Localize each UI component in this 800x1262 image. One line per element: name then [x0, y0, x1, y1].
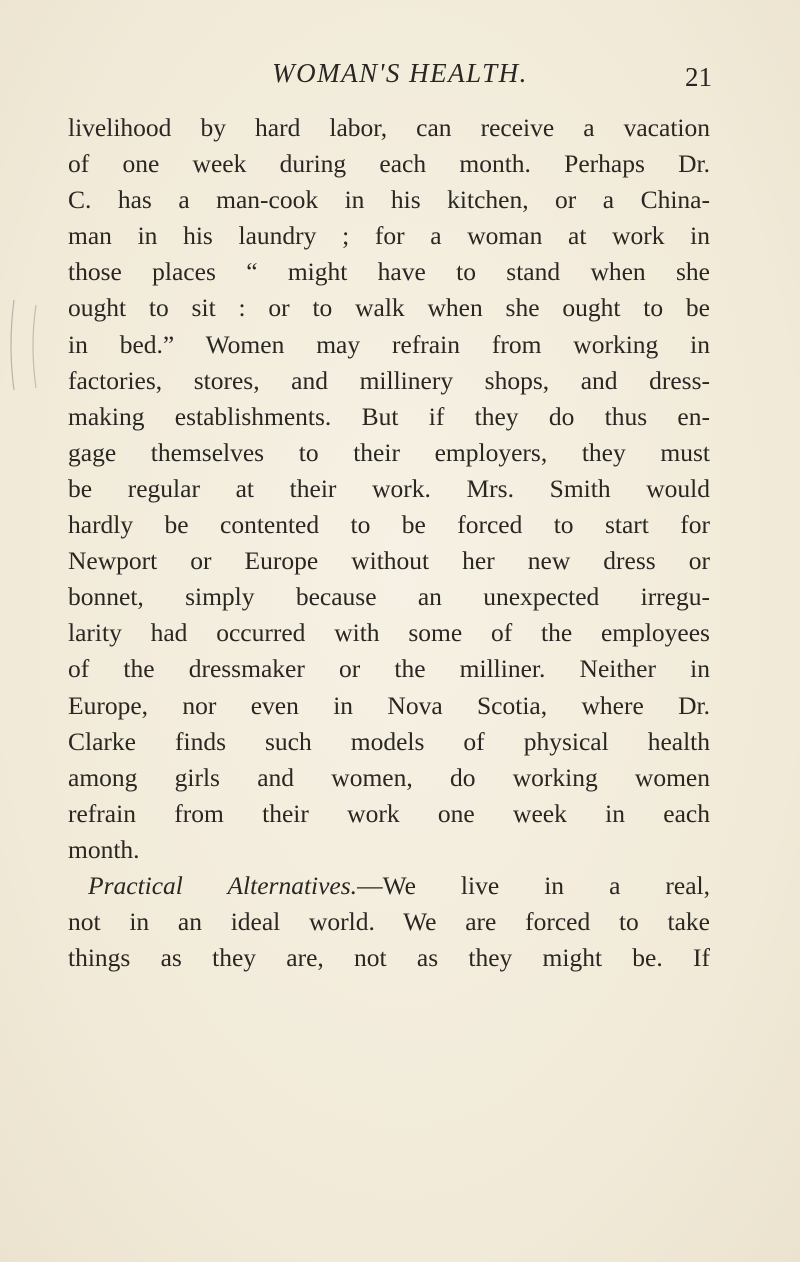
- text-line: things as they are, not as they might be. If: [68, 943, 710, 973]
- running-title: WOMAN'S HEALTH.: [272, 58, 528, 88]
- text-line: in bed.” Women may refrain from working in: [68, 329, 710, 359]
- text-line: gage themselves to their employers, they must: [68, 437, 710, 467]
- text-line: ought to sit : or to walk when she ought to be: [68, 293, 710, 323]
- text-fragment: —We live in a real,: [357, 870, 710, 900]
- text-line: among girls and women, do working women: [68, 762, 710, 792]
- text-line: C. has a man-cook in his kitchen, or a China-: [68, 185, 710, 215]
- text-line: Clarke finds such models of physical health: [68, 726, 710, 756]
- text-line: of one week during each month. Perhaps Dr.: [68, 149, 710, 179]
- text-line: Europe, nor even in Nova Scotia, where Dr.: [68, 690, 710, 720]
- text-line: of the dressmaker or the milliner. Neither in: [68, 654, 710, 684]
- section-lead-italic: Practical Alternatives.: [88, 870, 358, 900]
- text-line: be regular at their work. Mrs. Smith would: [68, 473, 710, 503]
- text-line: larity had occurred with some of the employees: [68, 618, 710, 648]
- body-text: [68, 110, 710, 976]
- text-line: those places “ might have to stand when she: [68, 257, 710, 287]
- page-crease-mark: [6, 300, 46, 390]
- text-line: refrain from their work one week in each: [68, 798, 710, 828]
- text-line: not in an ideal world. We are forced to take: [68, 907, 710, 937]
- running-head: [0, 54, 800, 94]
- text-line: hardly be contented to be forced to start for: [68, 510, 710, 540]
- text-line: making establishments. But if they do thus en-: [68, 401, 710, 431]
- paragraph-start-line: [68, 868, 710, 904]
- text-line: month.: [68, 834, 140, 864]
- text-line: Newport or Europe without her new dress or: [68, 546, 710, 576]
- page-number: 21: [685, 62, 712, 92]
- text-line: factories, stores, and millinery shops, and dress-: [68, 365, 710, 395]
- text-line: bonnet, simply because an unexpected irregu-: [68, 582, 710, 612]
- text-line: man in his laundry ; for a woman at work in: [68, 221, 710, 251]
- text-line: livelihood by hard labor, can receive a vacation: [68, 113, 710, 142]
